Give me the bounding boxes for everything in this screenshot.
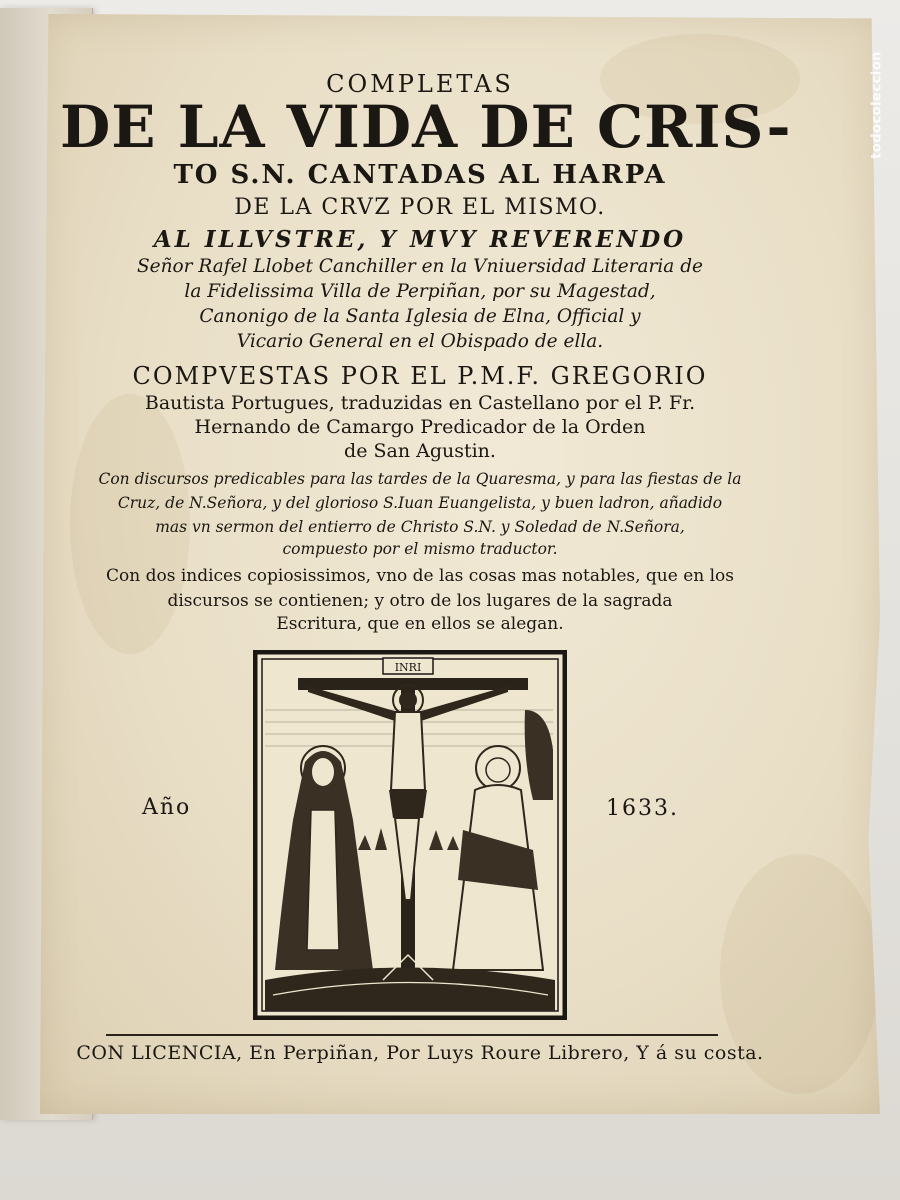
cross-beam xyxy=(298,678,528,690)
heading-line-3: TO S.N. CANTADAS AL HARPA xyxy=(173,160,667,190)
dedication-line: Canonigo de la Santa Iglesia de Elna, Official y xyxy=(199,306,641,327)
discourse-line: Cruz, de N.Señora, y del glorioso S.Iuan Euangelista, y buen ladron, añadido xyxy=(117,494,723,512)
heading-small: COMPLETAS xyxy=(326,70,514,98)
dedication-line: Señor Rafel Llobet Canchiller en la Vniuersidad Literaria de xyxy=(136,256,703,277)
index-line: Con dos indices copiosissimos, vno de las cosas mas notables, que en los xyxy=(105,566,735,586)
dedication-line: Vicario General en el Obispado de ella. xyxy=(236,331,604,352)
index-line: discursos se contienen; y otro de los lugares de la sagrada xyxy=(167,591,673,611)
inri-text: INRI xyxy=(394,661,422,674)
year-value: 1633. xyxy=(606,796,679,821)
discourse-line: mas vn sermon del entierro de Christo S.N. y Soledad de N.Señora, xyxy=(155,518,685,536)
crucifixion-woodcut xyxy=(253,650,567,1020)
authors-line: Bautista Portugues, traduzidas en Castellano por el P. Fr. xyxy=(144,392,696,414)
dedication-line: la Fidelissima Villa de Perpiñan, por su Magestad, xyxy=(184,281,656,302)
authors-line: de San Agustin. xyxy=(344,440,496,462)
year-label: Año xyxy=(142,795,192,820)
imprint-line: CON LICENCIA, En Perpiñan, Por Luys Roure Librero, Y á su costa. xyxy=(76,1042,764,1064)
dedication-heading: AL ILLVSTRE, Y MVY REVERENDO xyxy=(153,226,687,253)
authors-line: Hernando de Camargo Predicador de la Orden xyxy=(194,416,646,438)
watermark xyxy=(862,30,892,180)
heading-large: DE LA VIDA DE CRIS- xyxy=(60,93,792,161)
watermark-text: todocoleccion xyxy=(869,51,885,159)
authors-heading: COMPVESTAS POR EL P.M.F. GREGORIO xyxy=(132,362,708,390)
imprint-rule xyxy=(106,1034,718,1036)
discourse-line: Con discursos predicables para las tardes de la Quaresma, y para las fiestas de la xyxy=(98,470,742,488)
discourse-line: compuesto por el mismo traductor. xyxy=(282,540,558,558)
heading-line-4: DE LA CRVZ POR EL MISMO. xyxy=(234,195,606,220)
index-line: Escritura, que en ellos se alegan. xyxy=(276,614,564,634)
